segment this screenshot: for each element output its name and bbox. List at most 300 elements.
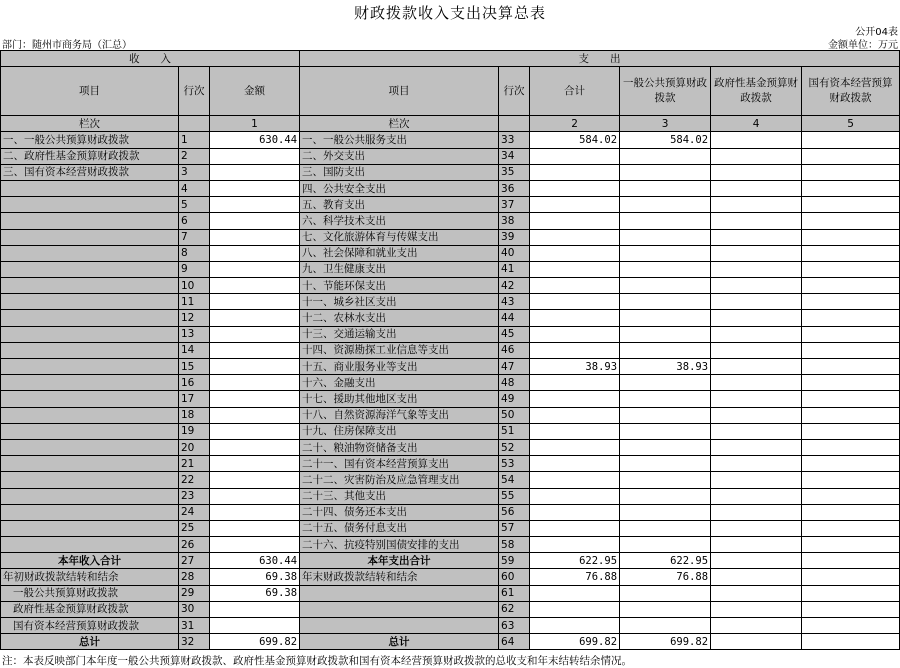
gov-fund-cell[interactable] — [711, 456, 802, 472]
gov-fund-cell[interactable] — [711, 197, 802, 213]
gov-fund-cell[interactable] — [711, 520, 802, 536]
income-item-cell[interactable] — [1, 294, 179, 310]
expense-total-cell[interactable] — [530, 229, 620, 245]
income-amount-cell[interactable] — [210, 472, 300, 488]
general-budget-cell[interactable] — [620, 423, 711, 439]
income-amount-cell[interactable] — [210, 245, 300, 261]
table-row — [1, 375, 900, 391]
income-item-cell[interactable] — [1, 245, 179, 261]
expense-item-cell[interactable]: 十五、商业服务业等支出 — [300, 359, 499, 375]
income-amount-cell[interactable] — [210, 278, 300, 294]
income-amount-cell[interactable] — [210, 391, 300, 407]
expense-total-cell[interactable] — [530, 326, 620, 342]
income-rowno-cell[interactable]: 4 — [179, 180, 210, 196]
state-capital-cell[interactable] — [802, 229, 900, 245]
general-budget-cell[interactable] — [620, 391, 711, 407]
expense-rowno-cell[interactable]: 56 — [499, 504, 530, 520]
gov-fund-cell[interactable] — [711, 164, 802, 180]
state-capital-cell[interactable] — [802, 537, 900, 553]
income-item-cell[interactable]: 国有资本经营预算财政拨款 — [1, 618, 179, 634]
general-budget-cell[interactable] — [620, 342, 711, 358]
income-amount-cell[interactable] — [210, 456, 300, 472]
income-item-cell[interactable] — [1, 261, 179, 277]
income-rowno-cell[interactable]: 8 — [179, 245, 210, 261]
table-row — [1, 132, 900, 148]
gov-fund-cell[interactable] — [711, 537, 802, 553]
income-item-cell[interactable] — [1, 359, 179, 375]
gov-fund-cell[interactable] — [711, 569, 802, 585]
expense-rowno-cell[interactable]: 54 — [499, 472, 530, 488]
income-rowno-cell[interactable]: 27 — [179, 553, 210, 569]
state-capital-cell[interactable] — [802, 148, 900, 164]
expense-item-cell[interactable]: 四、公共安全支出 — [300, 180, 499, 196]
income-item-cell[interactable]: 总计 — [1, 634, 179, 650]
general-budget-cell[interactable] — [620, 456, 711, 472]
income-item-cell[interactable]: 二、政府性基金预算财政拨款 — [1, 148, 179, 164]
expense-rowno-cell[interactable]: 53 — [499, 456, 530, 472]
general-budget-cell[interactable] — [620, 294, 711, 310]
expense-rowno-cell[interactable]: 47 — [499, 359, 530, 375]
expense-item-cell[interactable]: 五、教育支出 — [300, 197, 499, 213]
expense-rowno-cell[interactable]: 42 — [499, 278, 530, 294]
expense-item-cell[interactable]: 八、社会保障和就业支出 — [300, 245, 499, 261]
income-rowno-cell[interactable]: 31 — [179, 618, 210, 634]
gov-fund-cell[interactable] — [711, 634, 802, 650]
gov-fund-cell[interactable] — [711, 180, 802, 196]
expense-item-cell[interactable]: 十七、援助其他地区支出 — [300, 391, 499, 407]
income-item-cell[interactable] — [1, 472, 179, 488]
income-rowno-cell[interactable]: 29 — [179, 585, 210, 601]
expense-rowno-cell[interactable]: 55 — [499, 488, 530, 504]
expense-rowno-cell[interactable]: 40 — [499, 245, 530, 261]
income-rowno-cell[interactable]: 17 — [179, 391, 210, 407]
expense-rowno-cell[interactable]: 63 — [499, 618, 530, 634]
state-capital-cell[interactable] — [802, 601, 900, 617]
state-capital-cell[interactable] — [802, 164, 900, 180]
income-rowno-cell[interactable]: 9 — [179, 261, 210, 277]
gov-fund-cell[interactable] — [711, 148, 802, 164]
income-item-cell[interactable] — [1, 391, 179, 407]
income-rowno-cell[interactable]: 15 — [179, 359, 210, 375]
general-budget-cell[interactable] — [620, 585, 711, 601]
expense-total-cell[interactable] — [530, 164, 620, 180]
general-budget-cell[interactable] — [620, 197, 711, 213]
income-amount-cell[interactable] — [210, 488, 300, 504]
expense-total-cell[interactable] — [530, 456, 620, 472]
expense-rowno-cell[interactable]: 46 — [499, 342, 530, 358]
expense-item-cell[interactable]: 十二、农林水支出 — [300, 310, 499, 326]
expense-item-cell[interactable] — [300, 585, 499, 601]
income-rowno-cell[interactable]: 10 — [179, 278, 210, 294]
expense-rowno-cell[interactable]: 58 — [499, 537, 530, 553]
expense-rowno-cell[interactable]: 48 — [499, 375, 530, 391]
expense-total-cell[interactable] — [530, 148, 620, 164]
state-capital-cell[interactable] — [802, 520, 900, 536]
expense-item-cell[interactable]: 十三、交通运输支出 — [300, 326, 499, 342]
expense-item-cell[interactable]: 十四、资源勘探工业信息等支出 — [300, 342, 499, 358]
expense-rowno-cell[interactable]: 52 — [499, 439, 530, 455]
income-rowno-cell[interactable]: 26 — [179, 537, 210, 553]
state-capital-cell[interactable] — [802, 407, 900, 423]
income-rowno-cell[interactable]: 28 — [179, 569, 210, 585]
expense-item-cell[interactable]: 十一、城乡社区支出 — [300, 294, 499, 310]
general-budget-cell[interactable] — [620, 180, 711, 196]
gov-fund-cell[interactable] — [711, 618, 802, 634]
general-budget-cell[interactable]: 699.82 — [620, 634, 711, 650]
expense-item-cell[interactable]: 十、节能环保支出 — [300, 278, 499, 294]
income-item-cell[interactable] — [1, 488, 179, 504]
state-capital-cell[interactable] — [802, 472, 900, 488]
state-capital-cell[interactable] — [802, 618, 900, 634]
gov-fund-cell[interactable] — [711, 439, 802, 455]
table-row — [1, 634, 900, 650]
expense-total-cell[interactable] — [530, 423, 620, 439]
gov-fund-cell[interactable] — [711, 294, 802, 310]
income-rowno-cell[interactable]: 13 — [179, 326, 210, 342]
expense-total-cell[interactable] — [530, 601, 620, 617]
general-budget-cell[interactable]: 584.02 — [620, 132, 711, 148]
expense-rowno-cell[interactable]: 57 — [499, 520, 530, 536]
general-budget-cell[interactable] — [620, 439, 711, 455]
state-capital-cell[interactable] — [802, 504, 900, 520]
income-amount-cell[interactable] — [210, 342, 300, 358]
income-amount-cell[interactable] — [210, 375, 300, 391]
expense-total-cell[interactable] — [530, 618, 620, 634]
income-amount-cell[interactable] — [210, 359, 300, 375]
expense-item-cell[interactable]: 一、一般公共服务支出 — [300, 132, 499, 148]
income-amount-cell[interactable] — [210, 261, 300, 277]
expense-rowno-cell[interactable]: 38 — [499, 213, 530, 229]
income-item-cell[interactable] — [1, 229, 179, 245]
gov-fund-cell[interactable] — [711, 601, 802, 617]
general-budget-cell[interactable] — [620, 326, 711, 342]
expense-total-cell[interactable] — [530, 439, 620, 455]
income-item-cell[interactable] — [1, 504, 179, 520]
col-label: 栏次 — [300, 116, 499, 132]
income-item-cell[interactable]: 政府性基金预算财政拨款 — [1, 601, 179, 617]
income-item-cell[interactable]: 年初财政拨款结转和结余 — [1, 569, 179, 585]
income-item-cell[interactable] — [1, 180, 179, 196]
expense-total-cell[interactable]: 584.02 — [530, 132, 620, 148]
expense-total-cell[interactable] — [530, 310, 620, 326]
expense-total-cell[interactable] — [530, 488, 620, 504]
income-amount-cell[interactable]: 630.44 — [210, 553, 300, 569]
general-budget-cell[interactable] — [620, 229, 711, 245]
expense-item-cell[interactable]: 九、卫生健康支出 — [300, 261, 499, 277]
state-capital-cell[interactable] — [802, 197, 900, 213]
income-rowno-cell[interactable]: 30 — [179, 601, 210, 617]
expense-total-cell[interactable] — [530, 585, 620, 601]
income-rowno-cell[interactable]: 24 — [179, 504, 210, 520]
income-amount-cell[interactable] — [210, 618, 300, 634]
expense-rowno-cell[interactable]: 49 — [499, 391, 530, 407]
income-amount-cell[interactable] — [210, 164, 300, 180]
state-capital-cell[interactable] — [802, 359, 900, 375]
expense-item-cell[interactable]: 二十、粮油物资储备支出 — [300, 439, 499, 455]
income-amount-cell[interactable] — [210, 180, 300, 196]
income-rowno-cell[interactable]: 7 — [179, 229, 210, 245]
expense-item-cell[interactable]: 七、文化旅游体育与传媒支出 — [300, 229, 499, 245]
expense-item-cell[interactable]: 二十六、抗疫特别国债安排的支出 — [300, 537, 499, 553]
expense-total-cell[interactable] — [530, 472, 620, 488]
income-amount-cell[interactable] — [210, 407, 300, 423]
income-amount-cell[interactable] — [210, 423, 300, 439]
table-row — [1, 294, 900, 310]
gov-fund-cell[interactable] — [711, 278, 802, 294]
general-budget-cell[interactable] — [620, 520, 711, 536]
income-item-cell[interactable] — [1, 375, 179, 391]
expense-rowno-cell[interactable]: 44 — [499, 310, 530, 326]
gov-fund-cell[interactable] — [711, 245, 802, 261]
general-budget-cell[interactable]: 76.88 — [620, 569, 711, 585]
income-rowno-cell[interactable]: 3 — [179, 164, 210, 180]
income-amount-cell[interactable] — [210, 504, 300, 520]
income-item-cell[interactable] — [1, 278, 179, 294]
income-rowno-cell[interactable]: 5 — [179, 197, 210, 213]
expense-rowno-cell[interactable]: 39 — [499, 229, 530, 245]
gov-fund-cell[interactable] — [711, 342, 802, 358]
expense-rowno-cell[interactable]: 43 — [499, 294, 530, 310]
expense-total-cell[interactable]: 622.95 — [530, 553, 620, 569]
expense-rowno-cell[interactable]: 34 — [499, 148, 530, 164]
income-amount-cell[interactable]: 69.38 — [210, 585, 300, 601]
expense-item-cell[interactable]: 二十四、债务还本支出 — [300, 504, 499, 520]
gov-fund-cell[interactable] — [711, 553, 802, 569]
state-capital-cell[interactable] — [802, 456, 900, 472]
expense-item-cell[interactable]: 十九、住房保障支出 — [300, 423, 499, 439]
expense-total-cell[interactable] — [530, 391, 620, 407]
state-capital-cell[interactable] — [802, 488, 900, 504]
expense-item-cell[interactable]: 二、外交支出 — [300, 148, 499, 164]
expense-total-cell[interactable] — [530, 342, 620, 358]
expense-rowno-cell[interactable]: 35 — [499, 164, 530, 180]
expense-item-cell[interactable]: 六、科学技术支出 — [300, 213, 499, 229]
state-capital-cell[interactable] — [802, 585, 900, 601]
income-item-cell[interactable] — [1, 537, 179, 553]
gov-fund-cell[interactable] — [711, 504, 802, 520]
expense-item-cell[interactable] — [300, 601, 499, 617]
income-rowno-header: 行次 — [179, 67, 210, 116]
income-item-cell[interactable] — [1, 326, 179, 342]
income-rowno-cell[interactable]: 2 — [179, 148, 210, 164]
income-amount-cell[interactable] — [210, 326, 300, 342]
income-rowno-cell[interactable]: 6 — [179, 213, 210, 229]
income-rowno-cell[interactable]: 16 — [179, 375, 210, 391]
expense-total-cell[interactable] — [530, 197, 620, 213]
gov-fund-cell[interactable] — [711, 488, 802, 504]
general-budget-cell[interactable] — [620, 537, 711, 553]
state-capital-cell[interactable] — [802, 342, 900, 358]
income-item-cell[interactable]: 一般公共预算财政拨款 — [1, 585, 179, 601]
income-amount-cell[interactable] — [210, 294, 300, 310]
income-rowno-cell[interactable]: 12 — [179, 310, 210, 326]
expense-total-cell[interactable] — [530, 245, 620, 261]
department-label: 部门：随州市商务局（汇总） — [2, 40, 132, 51]
expense-total-cell[interactable]: 699.82 — [530, 634, 620, 650]
expense-rowno-cell[interactable]: 36 — [499, 180, 530, 196]
state-capital-cell[interactable] — [802, 245, 900, 261]
gov-fund-cell[interactable] — [711, 472, 802, 488]
gov-fund-cell[interactable] — [711, 423, 802, 439]
general-budget-cell[interactable] — [620, 261, 711, 277]
expense-total-cell[interactable] — [530, 537, 620, 553]
expense-total-cell[interactable] — [530, 504, 620, 520]
state-capital-cell[interactable] — [802, 261, 900, 277]
general-budget-cell[interactable] — [620, 472, 711, 488]
expense-item-cell[interactable]: 十八、自然资源海洋气象等支出 — [300, 407, 499, 423]
expense-item-cell[interactable]: 年末财政拨款结转和结余 — [300, 569, 499, 585]
col-label: 栏次 — [1, 116, 179, 132]
expense-total-cell[interactable]: 76.88 — [530, 569, 620, 585]
income-item-cell[interactable] — [1, 423, 179, 439]
income-rowno-cell[interactable]: 18 — [179, 407, 210, 423]
income-item-cell[interactable] — [1, 439, 179, 455]
general-budget-cell[interactable]: 622.95 — [620, 553, 711, 569]
expense-rowno-cell[interactable]: 50 — [499, 407, 530, 423]
income-rowno-cell[interactable]: 32 — [179, 634, 210, 650]
income-item-cell[interactable] — [1, 213, 179, 229]
income-rowno-cell[interactable]: 14 — [179, 342, 210, 358]
state-capital-cell[interactable] — [802, 213, 900, 229]
general-budget-cell[interactable] — [620, 407, 711, 423]
state-capital-cell[interactable] — [802, 294, 900, 310]
expense-rowno-cell[interactable]: 41 — [499, 261, 530, 277]
general-budget-cell[interactable] — [620, 488, 711, 504]
income-rowno-cell[interactable]: 19 — [179, 423, 210, 439]
gov-fund-cell[interactable] — [711, 585, 802, 601]
state-capital-cell[interactable] — [802, 634, 900, 650]
gov-fund-cell[interactable] — [711, 229, 802, 245]
state-capital-cell[interactable] — [802, 278, 900, 294]
income-item-cell[interactable] — [1, 197, 179, 213]
table-row — [1, 261, 900, 277]
expense-header: 支 出 — [300, 51, 900, 67]
gov-fund-cell[interactable] — [711, 359, 802, 375]
income-amount-cell[interactable]: 69.38 — [210, 569, 300, 585]
expense-total-cell[interactable]: 38.93 — [530, 359, 620, 375]
income-item-cell[interactable] — [1, 342, 179, 358]
general-budget-cell[interactable] — [620, 375, 711, 391]
income-item-cell[interactable] — [1, 520, 179, 536]
general-budget-cell[interactable] — [620, 245, 711, 261]
income-amount-cell[interactable] — [210, 148, 300, 164]
general-budget-cell[interactable] — [620, 601, 711, 617]
income-item-cell[interactable] — [1, 310, 179, 326]
income-amount-cell[interactable] — [210, 310, 300, 326]
gov-fund-cell[interactable] — [711, 407, 802, 423]
income-rowno-cell[interactable]: 23 — [179, 488, 210, 504]
gov-fund-cell[interactable] — [711, 375, 802, 391]
income-amount-cell[interactable] — [210, 229, 300, 245]
income-amount-cell[interactable] — [210, 439, 300, 455]
income-rowno-cell[interactable]: 11 — [179, 294, 210, 310]
expense-total-cell[interactable] — [530, 213, 620, 229]
general-budget-cell[interactable] — [620, 213, 711, 229]
expense-item-cell[interactable] — [300, 618, 499, 634]
income-item-cell[interactable]: 三、国有资本经营财政拨款 — [1, 164, 179, 180]
gov-fund-cell[interactable] — [711, 261, 802, 277]
expense-rowno-cell[interactable]: 59 — [499, 553, 530, 569]
expense-item-cell[interactable]: 本年支出合计 — [300, 553, 499, 569]
expense-rowno-cell[interactable]: 64 — [499, 634, 530, 650]
state-capital-cell[interactable] — [802, 310, 900, 326]
gov-fund-cell[interactable] — [711, 391, 802, 407]
expense-total-cell[interactable] — [530, 261, 620, 277]
expense-rowno-cell[interactable]: 45 — [499, 326, 530, 342]
income-item-cell[interactable]: 一、一般公共预算财政拨款 — [1, 132, 179, 148]
expense-rowno-cell[interactable]: 62 — [499, 601, 530, 617]
table-row — [1, 569, 900, 585]
income-amount-cell[interactable] — [210, 213, 300, 229]
general-budget-cell[interactable] — [620, 148, 711, 164]
table-row — [1, 278, 900, 294]
income-rowno-cell[interactable]: 25 — [179, 520, 210, 536]
income-item-cell[interactable] — [1, 407, 179, 423]
state-capital-cell[interactable] — [802, 375, 900, 391]
state-capital-cell[interactable] — [802, 132, 900, 148]
general-budget-cell[interactable] — [620, 618, 711, 634]
expense-total-cell[interactable] — [530, 278, 620, 294]
expense-rowno-cell[interactable]: 51 — [499, 423, 530, 439]
expense-item-cell[interactable]: 二十一、国有资本经营预算支出 — [300, 456, 499, 472]
general-budget-cell[interactable] — [620, 504, 711, 520]
state-capital-cell[interactable] — [802, 569, 900, 585]
income-rowno-cell[interactable]: 20 — [179, 439, 210, 455]
income-rowno-cell[interactable]: 21 — [179, 456, 210, 472]
general-budget-cell[interactable] — [620, 164, 711, 180]
income-item-cell[interactable]: 本年收入合计 — [1, 553, 179, 569]
income-rowno-cell[interactable]: 1 — [179, 132, 210, 148]
expense-item-cell[interactable]: 二十二、灾害防治及应急管理支出 — [300, 472, 499, 488]
expense-total-cell[interactable] — [530, 375, 620, 391]
expense-total-cell[interactable] — [530, 407, 620, 423]
income-item-cell[interactable] — [1, 456, 179, 472]
income-amount-cell[interactable]: 699.82 — [210, 634, 300, 650]
expense-item-cell[interactable]: 二十三、其他支出 — [300, 488, 499, 504]
expense-item-cell[interactable]: 总计 — [300, 634, 499, 650]
gov-fund-cell[interactable] — [711, 213, 802, 229]
income-amount-cell[interactable] — [210, 601, 300, 617]
state-capital-cell[interactable] — [802, 391, 900, 407]
general-budget-cell[interactable]: 38.93 — [620, 359, 711, 375]
expense-rowno-cell[interactable]: 61 — [499, 585, 530, 601]
income-amount-cell[interactable] — [210, 197, 300, 213]
state-capital-cell[interactable] — [802, 553, 900, 569]
general-budget-cell[interactable] — [620, 278, 711, 294]
state-capital-cell[interactable] — [802, 423, 900, 439]
expense-rowno-cell[interactable]: 33 — [499, 132, 530, 148]
expense-item-cell[interactable]: 二十五、债务付息支出 — [300, 520, 499, 536]
expense-rowno-cell[interactable]: 60 — [499, 569, 530, 585]
gov-fund-cell[interactable] — [711, 310, 802, 326]
gov-fund-cell[interactable] — [711, 132, 802, 148]
expense-total-cell[interactable] — [530, 294, 620, 310]
general-budget-cell[interactable] — [620, 310, 711, 326]
state-capital-cell[interactable] — [802, 326, 900, 342]
gov-fund-cell[interactable] — [711, 326, 802, 342]
state-capital-cell[interactable] — [802, 180, 900, 196]
income-amount-cell[interactable] — [210, 520, 300, 536]
expense-rowno-cell[interactable]: 37 — [499, 197, 530, 213]
expense-item-cell[interactable]: 三、国防支出 — [300, 164, 499, 180]
expense-item-cell[interactable]: 十六、金融支出 — [300, 375, 499, 391]
state-capital-cell[interactable] — [802, 439, 900, 455]
expense-total-cell[interactable] — [530, 520, 620, 536]
income-rowno-cell[interactable]: 22 — [179, 472, 210, 488]
income-amount-cell[interactable] — [210, 537, 300, 553]
expense-total-cell[interactable] — [530, 180, 620, 196]
income-amount-cell[interactable]: 630.44 — [210, 132, 300, 148]
